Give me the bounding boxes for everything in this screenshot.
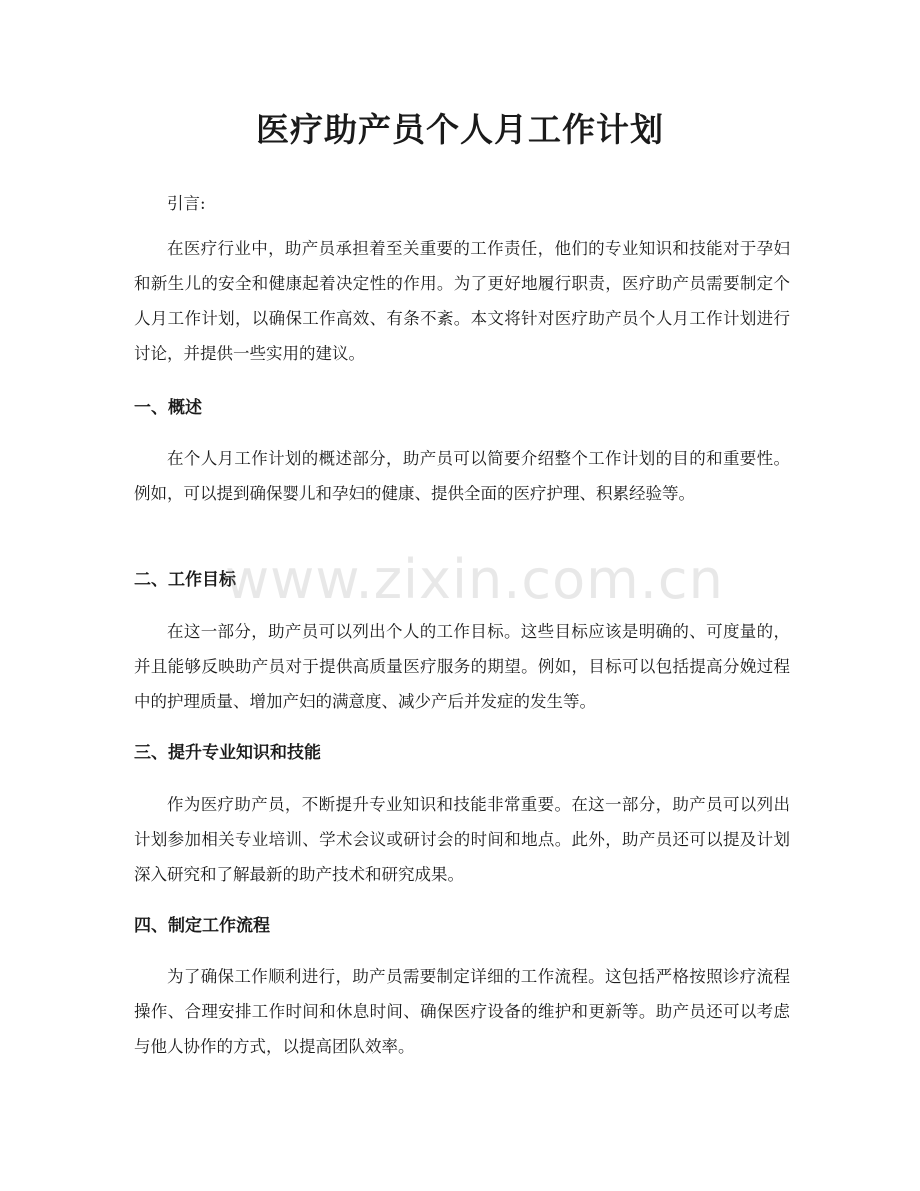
section-paragraph-skills: 作为医疗助产员，不断提升专业知识和技能非常重要。在这一部分，助产员可以列出计划参加相关专业培训、学术会议或研讨会的时间和地点。此外，助产员还可以提及计划深入研究和了解最新的助产技术和研究成果。 — [134, 795, 790, 884]
section-heading-skills: 三、提升专业知识和技能 — [134, 743, 321, 763]
intro-label: 引言: — [167, 194, 206, 213]
watermark-text: www.zixin.com.cn — [225, 548, 724, 611]
section-heading-overview: 一、概述 — [134, 398, 202, 418]
section-heading-goals: 二、工作目标 — [134, 570, 236, 590]
document-title: 医疗助产员个人月工作计划 — [256, 110, 664, 149]
section-paragraph-overview: 在个人月工作计划的概述部分，助产员可以简要介绍整个工作计划的目的和重要性。例如，可以提到确保婴儿和孕妇的健康、提供全面的医疗护理、积累经验等。 — [134, 449, 790, 503]
intro-paragraph: 在医疗行业中，助产员承担着至关重要的工作责任，他们的专业知识和技能对于孕妇和新生儿的安全和健康起着决定性的作用。为了更好地履行职责，医疗助产员需要制定个人月工作计划，以确保工作高效、有条不紊。本文将针对医疗助产员个人月工作计划进行讨论，并提供一些实用的建议。 — [134, 239, 790, 363]
section-paragraph-workflow: 为了确保工作顺利进行，助产员需要制定详细的工作流程。这包括严格按照诊疗流程操作、合理安排工作时间和休息时间、确保医疗设备的维护和更新等。助产员还可以考虑与他人协作的方式，以提高团队效率。 — [134, 967, 790, 1056]
section-paragraph-goals: 在这一部分，助产员可以列出个人的工作目标。这些目标应该是明确的、可度量的，并且能够反映助产员对于提供高质量医疗服务的期望。例如，目标可以包括提高分娩过程中的护理质量、增加产妇的满意度、减少产后并发症的发生等。 — [134, 622, 790, 711]
section-heading-workflow: 四、制定工作流程 — [134, 916, 270, 936]
